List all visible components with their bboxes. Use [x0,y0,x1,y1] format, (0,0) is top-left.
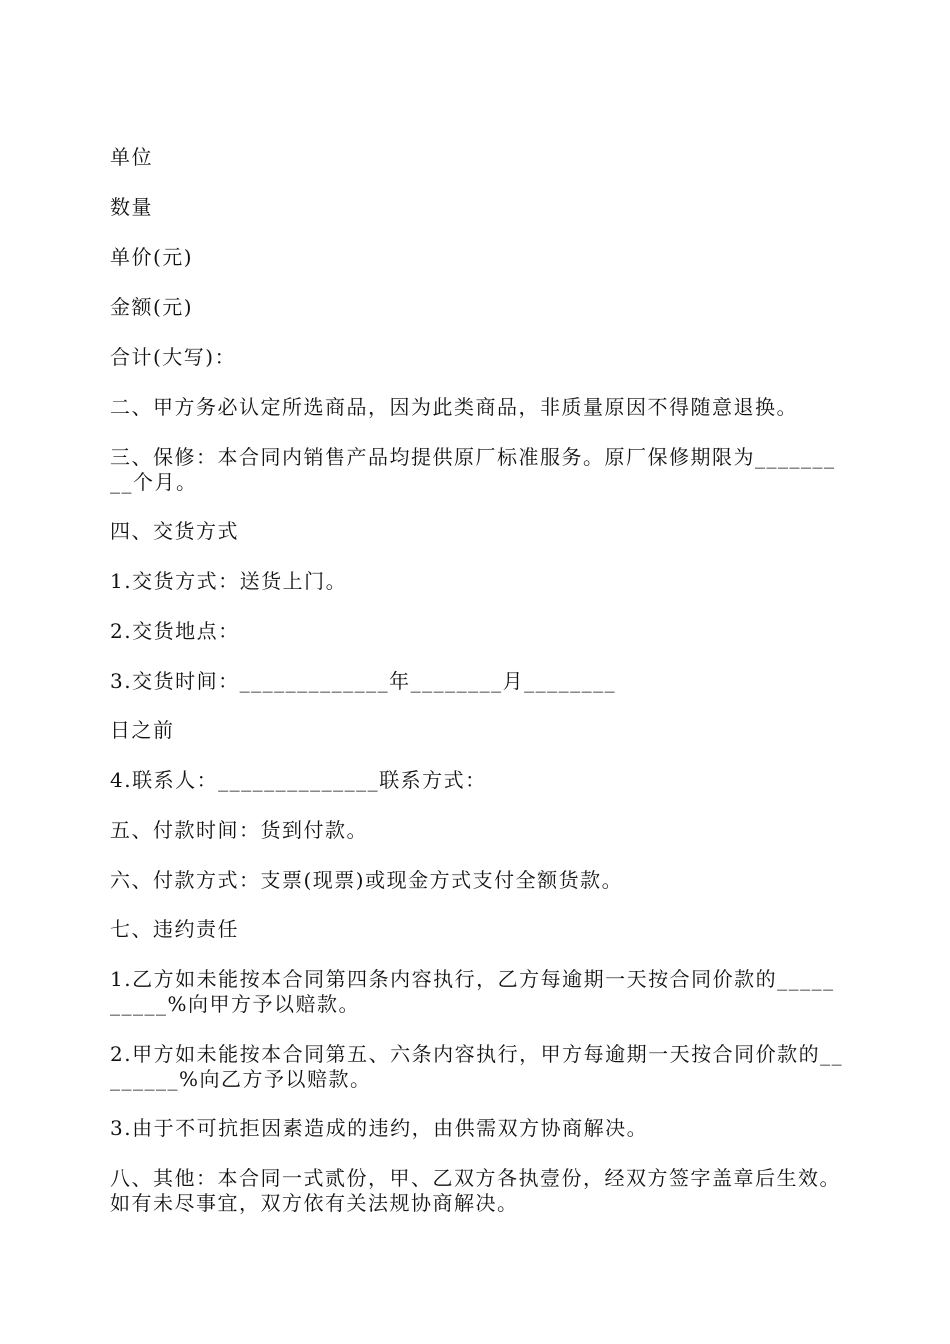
paragraph-breach-party-b: 1.乙方如未能按本合同第四条内容执行，乙方每逾期一天按合同价款的__________%向甲方予以赔款。 [110,967,835,1016]
paragraph-section-3-warranty: 三、保修：本合同内销售产品均提供原厂标准服务。原厂保修期限为_________个月。 [110,445,836,494]
paragraph-force-majeure: 3.由于不可抗拒因素造成的违约，由供需双方协商解决。 [110,1116,649,1140]
paragraph-section-7-heading: 七、违约责任 [110,917,239,941]
paragraph-before-date: 日之前 [110,718,175,742]
paragraph-amount: 金额(元) [110,295,194,319]
paragraph-breach-party-a: 2.甲方如未能按本合同第五、六条内容执行，甲方每逾期一天按合同价款的________%向乙方予以赔款。 [110,1042,844,1091]
paragraph-delivery-method: 1.交货方式：送货上门。 [110,569,348,593]
paragraph-section-5-payment-time: 五、付款时间：货到付款。 [110,818,368,842]
paragraph-unit-price: 单价(元) [110,245,194,269]
paragraph-quantity: 数量 [110,195,153,219]
paragraph-section-8-other: 八、其他：本合同一式贰份，甲、乙双方各执壹份，经双方签字盖章后生效。如有未尽事宜，双方依有关法规协商解决。 [110,1166,841,1215]
paragraph-contact: 4.联系人：______________联系方式： [110,768,487,792]
paragraph-unit: 单位 [110,145,153,169]
paragraph-section-4-heading: 四、交货方式 [110,519,239,543]
paragraph-section-2: 二、甲方务必认定所选商品，因为此类商品，非质量原因不得随意退换。 [110,395,798,419]
paragraph-delivery-time: 3.交货时间：_____________年________月________ [110,669,617,693]
paragraph-total: 合计(大写)： [110,345,237,369]
paragraph-delivery-place: 2.交货地点： [110,619,240,643]
paragraph-section-6-payment-method: 六、付款方式：支票(现票)或现金方式支付全额货款。 [110,868,624,892]
